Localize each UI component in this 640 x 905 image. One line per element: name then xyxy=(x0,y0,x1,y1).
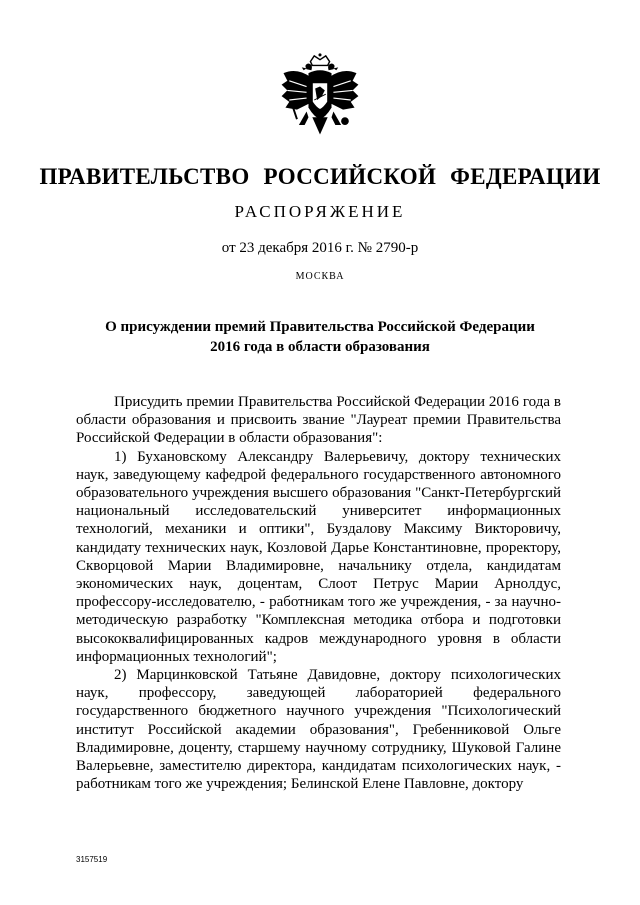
item-1-paragraph: 1) Бухановскому Александру Валерьевичу, доктору технических наук, заведующему кафедрой федерального государственного автономного образовательного учреждения высшего образования "Санкт-Петербургский национальный исследовательский университет информационных технологий, механики и оптики", Буздалову Максиму Викторовичу, кандидату технических наук, Козловой Дарье Константиновне, проректору, Скворцовой Марии Владимировне, начальнику отдела, кандидатам экономических наук, доцентам, Слоот Петрус Марии Арнолдус, профессору-исследователю, - работникам того же учреждения, - за научно-методическую разработку "Комплексная методика отбора и подготовки высококвалифицированных кадров международного уровня в области информационных технологий"; xyxy=(76,448,561,665)
document-type: РАСПОРЯЖЕНИЕ xyxy=(234,202,406,221)
heading-line-1: О присуждении премий Правительства Российской Федерации xyxy=(105,319,535,335)
heading-line-2: 2016 года в области образования xyxy=(210,339,430,355)
document-heading xyxy=(80,317,560,357)
government-title: ПРАВИТЕЛЬСТВО РОССИЙСКОЙ ФЕДЕРАЦИИ xyxy=(39,164,601,189)
item-2-paragraph: 2) Марцинковской Татьяне Давидовне, доктору психологических наук, профессору, заведующей лабораторией федерального государственного бюджетного научного учреждения "Психологический институт Российской академии образования", Гребенниковой Ольге Владимировне, доценту, старшему научному сотруднику, Шуковой Галине Валерьевне, заместителю директора, кандидатам психологических наук, - работникам того же учреждения; Белинской Елене Павловне, доктору xyxy=(76,667,561,793)
date-and-number: от 23 декабря 2016 г. № 2790-р xyxy=(221,240,419,256)
document-id: 3157519 xyxy=(76,855,108,864)
intro-paragraph: Присудить премии Правительства Российской Федерации 2016 года в области образования и присвоить звание "Лауреат премии Правительства Российской Федерации в области образования": xyxy=(76,394,561,447)
city: МОСКВА xyxy=(295,271,345,282)
russian-coat-of-arms-icon xyxy=(272,52,368,148)
document-body xyxy=(76,393,561,793)
